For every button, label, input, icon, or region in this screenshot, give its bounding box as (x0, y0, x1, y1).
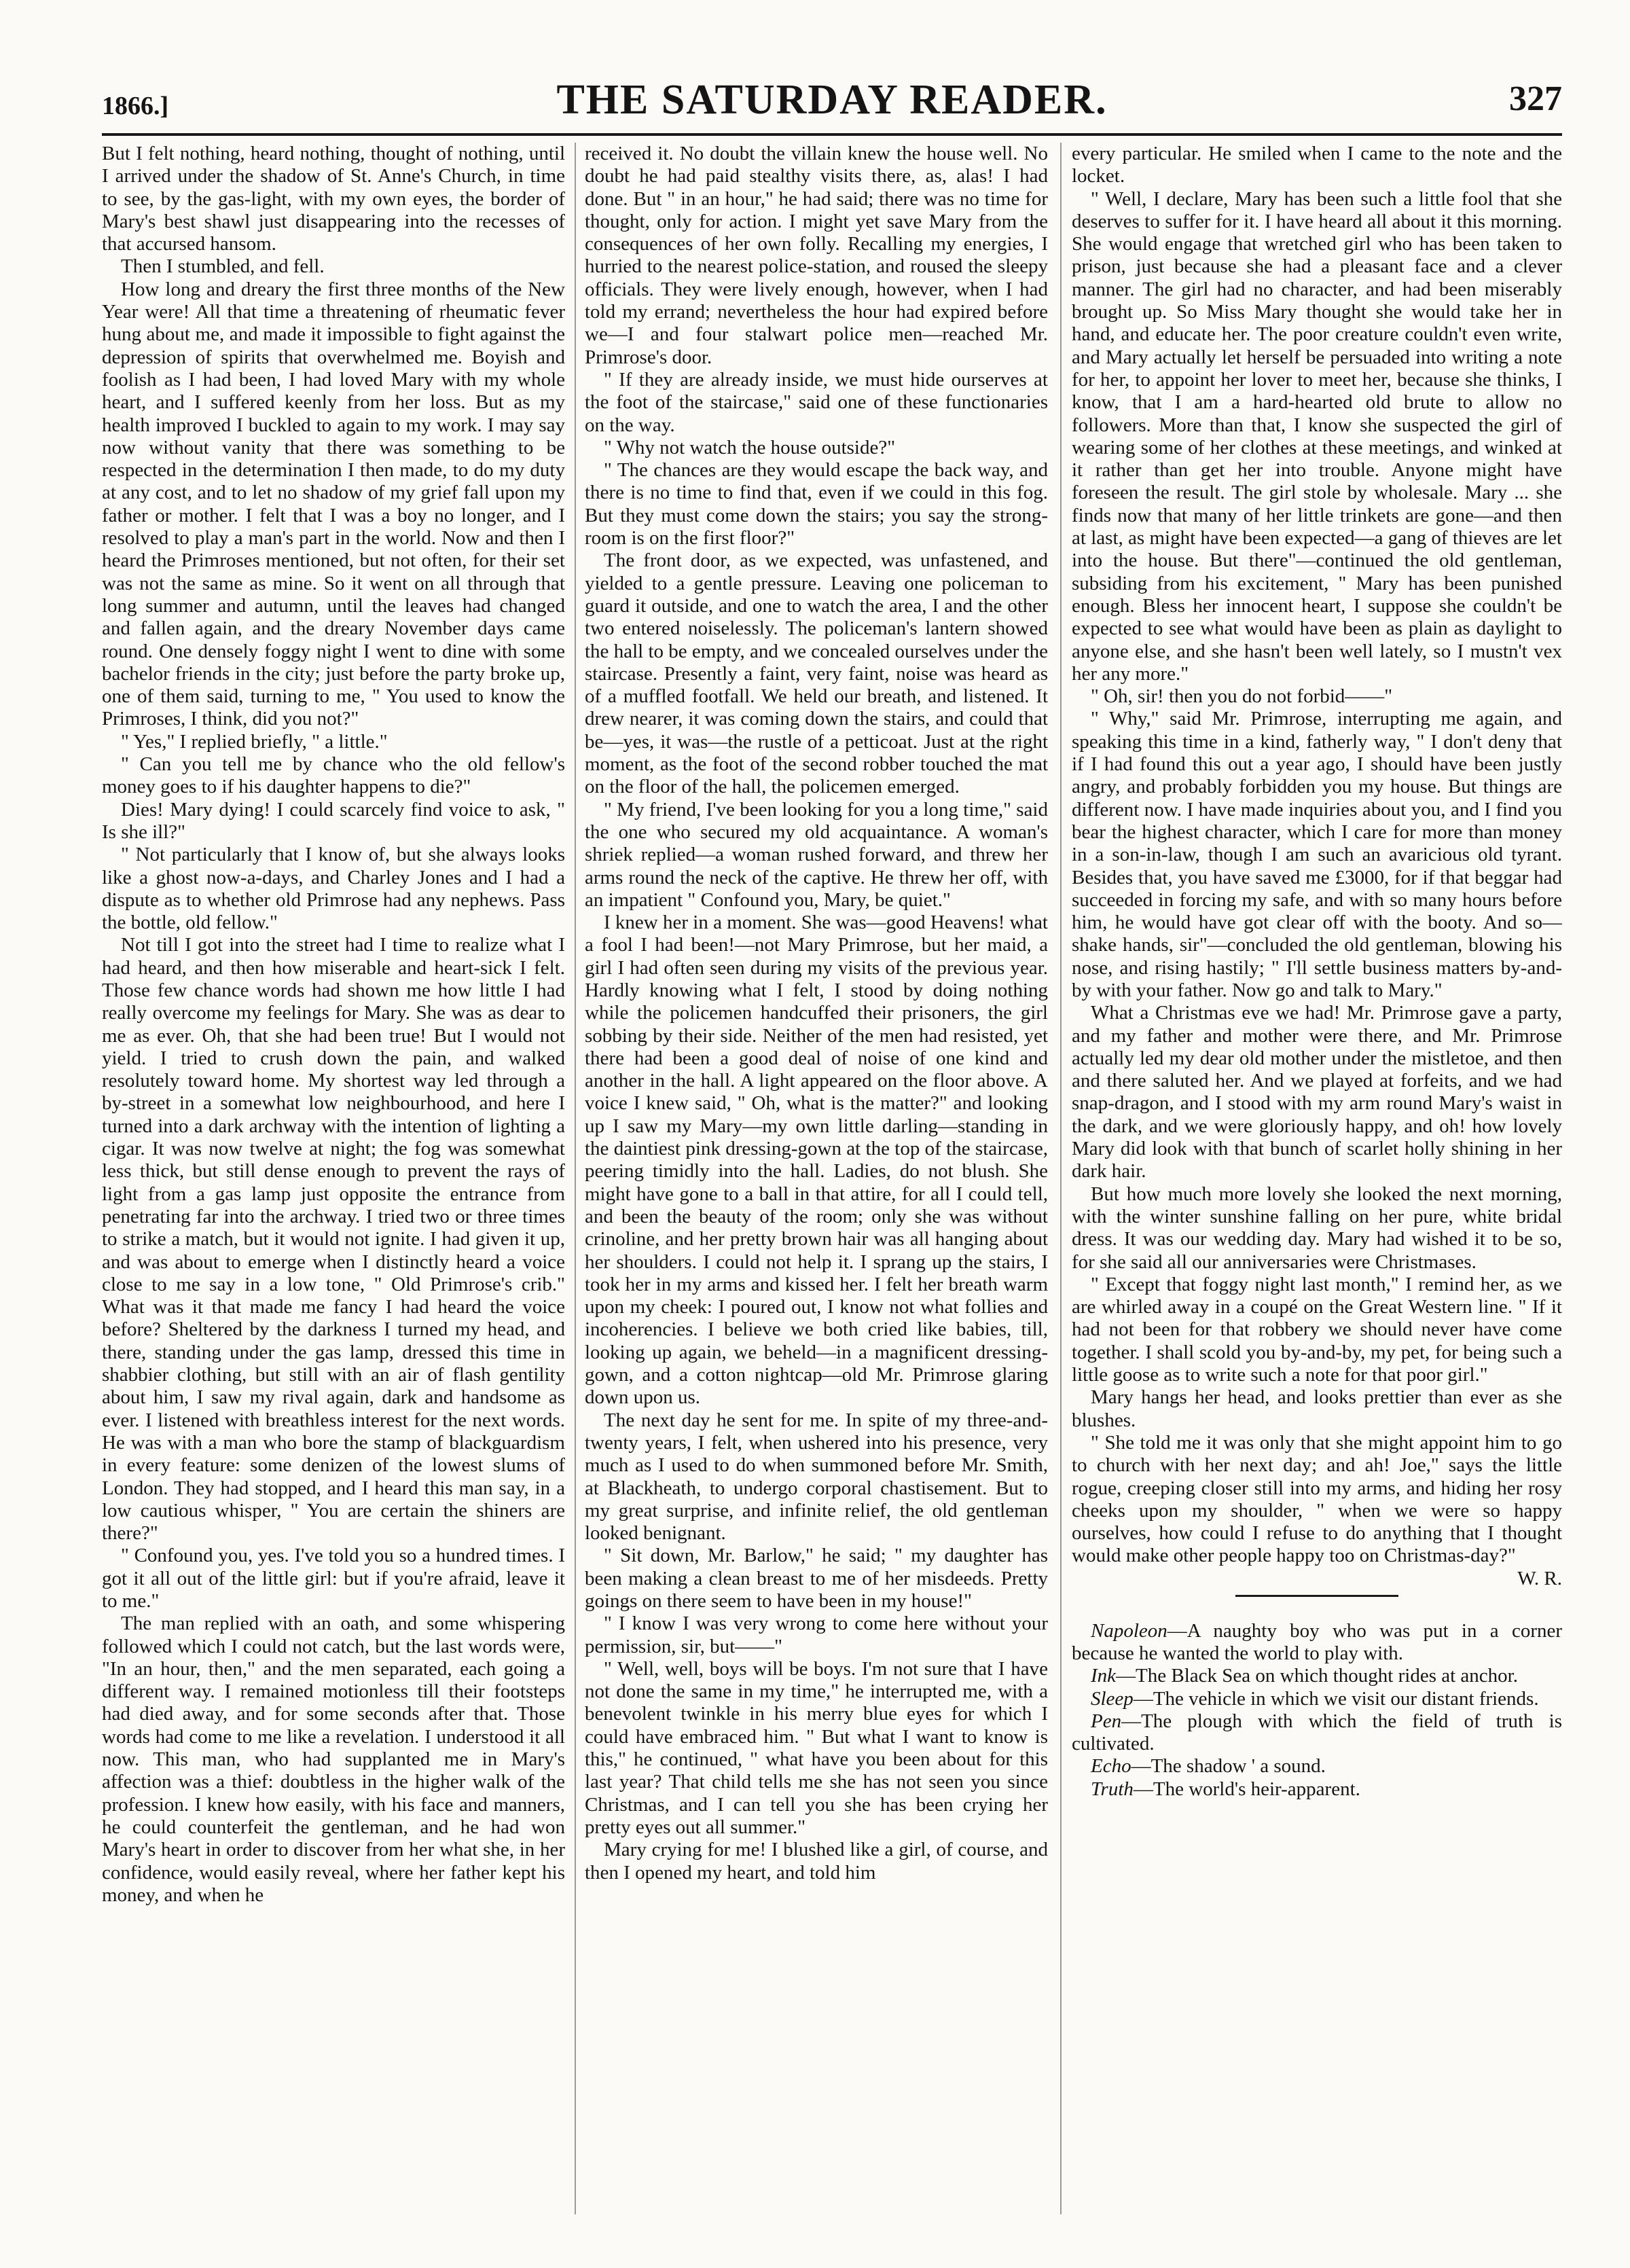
paragraph-text: " She told me it was only that she might appoint him to go to church with her next day; and ah! Joe," says the little rogue, creeping closer still into my arms, and hiding her rosy cheeks upon my shoulder, " when we were so happy ourselves, how could I refuse to do anything that I thought would make other people happy too on Christmas-day?" (1072, 1431, 1562, 1567)
final-paragraph (1072, 1431, 1562, 1589)
definition-text: —The world's heir-apparent. (1133, 1778, 1360, 1800)
definition-term: Sleep (1091, 1687, 1134, 1710)
paragraph: How long and dreary the first three months of the New Year were! All that time a threatening of rheumatic fever hung about me, and made it impossible to fight against the depression of spirits that overwhelmed me. Boyish and foolish as I had been, I had loved Mary with my whole heart, and I suffered keenly from her loss. But as my health improved I buckled to again to my work. I may say now without vanity that there was something to be respected in the determination I then made, to do my duty at any cost, and to let no shadow of my grief fall upon my father or mother. I felt that I was a boy no longer, and I resolved to play a man's part in the world. Now and then I heard the Primroses mentioned, but not often, for their set was not the same as mine. So it went on all through that long summer and autumn, until the leaves had changed and fallen again, and the dreary November days came round. One densely foggy night I went to dine with some bachelor friends in the city; just before the party broke up, one of them said, turning to me, " You used to know the Primroses, I think, did you not?" (102, 278, 565, 730)
column-2 (585, 143, 1048, 2221)
page-number: 327 (1509, 79, 1562, 118)
paragraph: The front door, as we expected, was unfastened, and yielded to a gentle pressure. Leaving one policeman to guard it outside, and one to watch the area, I and the other two entered noiselessly. The policeman's lantern showed the hall to be empty, and we concealed ourselves under the staircase. Presently a faint, very faint, noise was heard as of a muffled footfall. We held our breath, and listened. It drew nearer, it was coming down the stairs, and could that be—yes, it was—the rustle of a petticoat. Just at the right moment, as the foot of the second robber touched the mat on the floor of the hall, the policemen emerged. (585, 550, 1048, 798)
column-separator (575, 143, 576, 2214)
definition-text: —A naughty boy who was put in a corner because he wanted the world to play with. (1072, 1619, 1562, 1664)
paragraph: But how much more lovely she looked the next morning, with the winter sunshine falling on her pure, white bridal dress. It was our wedding day. Mary had wished it to be so, for she said all our anniversaries were Christmases. (1072, 1183, 1562, 1273)
publication-title: THE SATURDAY READER. (556, 77, 1108, 123)
author-signature: W. R. (1517, 1567, 1562, 1589)
definition-item (1072, 1755, 1562, 1778)
paragraph: " The chances are they would escape the back way, and there is no time to find that, even if we could in this fog. But they must come down the stairs; you say the strong-room is on the first floor?" (585, 459, 1048, 550)
definition-text: —The vehicle in which we visit our distant friends. (1133, 1687, 1539, 1710)
definition-item (1072, 1665, 1562, 1687)
paragraph: The man replied with an oath, and some whispering followed which I could not catch, but the last words were, "In an hour, then," and the men separated, each going a different way. I remained motionless till their footsteps had died away, and for some seconds after that. Those words had come to me like a revelation. I understood it all now. This man, who had supplanted me in Mary's affection was a thief: doubtless in the higher walk of the profession. I knew how easily, with his face and manners, he could counterfeit the gentleman, and he had won Mary's heart in order to discover from her what she, in her confidence, would easily reveal, where her father kept his money, and when he (102, 1613, 565, 1906)
paragraph: Mary crying for me! I blushed like a girl, of course, and then I opened my heart, and told him (585, 1839, 1048, 1884)
section-divider (1235, 1595, 1398, 1597)
definition-item (1072, 1710, 1562, 1756)
definition-text: —The Black Sea on which thought rides at anchor. (1116, 1665, 1518, 1687)
paragraph: every particular. He smiled when I came to the note and the locket. (1072, 143, 1562, 187)
paragraph: " If they are already inside, we must hide ourserves at the foot of the staircase," said one of these functionaries on the way. (585, 368, 1048, 436)
header-rule (102, 133, 1562, 136)
definition-item (1072, 1620, 1562, 1666)
page-header (102, 76, 1562, 124)
paragraph: But I felt nothing, heard nothing, thought of nothing, until I arrived under the shadow of St. Anne's Church, in time to see, by the gas-light, with my own eyes, the border of Mary's best shawl just disappearing into the recesses of that accursed hansom. (102, 143, 565, 255)
definition-item (1072, 1688, 1562, 1710)
paragraph: " Yes," I replied briefly, " a little." (121, 730, 388, 753)
definition-item (1072, 1778, 1562, 1801)
definition-text: —The shadow ' a sound. (1131, 1755, 1326, 1778)
paragraph: " Why," said Mr. Primrose, interrupting me again, and speaking this time in a kind, fatherly way, " I don't deny that if I had found this out a year ago, I should have been justly angry, and probably forbidden you my house. But things are different now. I have made inquiries about you, and I find you bear the highest character, which I care for more than money in a son-in-law, though I am such an avaricious old tyrant. Besides that, you have saved me £3000, for if that beggar had succeeded in forcing my safe, and with so many hours before him, he would have got clear off with the booty. And so—shake hands, sir"—concluded the old gentleman, blowing his nose, and rising hastily; " I'll settle business matters by-and-by with your father. Now go and talk to Mary." (1072, 708, 1562, 1001)
definition-term: Ink (1091, 1665, 1117, 1687)
paragraph: " Sit down, Mr. Barlow," he said; " my daughter has been making a clean breast to me of her misdeeds. Pretty goings on there seem to have been in my house!" (585, 1545, 1048, 1612)
paragraph: Dies! Mary dying! I could scarcely find voice to ask, " Is she ill?" (102, 798, 565, 843)
issue-year: 1866.] (102, 92, 169, 120)
paragraph: " Except that foggy night last month," I remind her, as we are whirled away in a coupé on the Great Western line. " If it had not been for that robbery we should never have come together. I shall scold you by-and-by, my pet, for being such a little goose as to write such a note for that poor girl." (1072, 1273, 1562, 1386)
paragraph: Not till I got into the street had I time to realize what I had heard, and then how miserable and heart-sick I felt. Those few chance words had shown me how little I had really overcome my feelings for Mary. She was as dear to me as ever. Oh, that she had been true! But I would not yield. I tried to crush down the pain, and walked resolutely toward home. My shortest way led through a by-street in a somewhat low neighbourhood, and here I turned into a dark archway with the intention of lighting a cigar. It was now twelve at night; the fog was somewhat less thick, but still dense enough to prevent the rays of light from a gas lamp just opposite the entrance from penetrating far into the archway. I tried two or three times to strike a match, but it would not ignite. I had given it up, and was about to emerge when I distinctly heard a voice close to me say in a low tone, " Old Primrose's crib." What was it that made me fancy I had heard the voice before? Sheltered by the darkness I turned my head, and there, standing under the gas lamp, dressed this time in shabbier clothing, but still with an air of flash gentility about him, I saw my rival again, dark and handsome as ever. I listened with breathless interest for the next words. He was with a man who bore the stamp of blackguardism in every feature: some denizen of the lowest slums of London. They had stopped, and I heard this man say, in a low cautious whisper, " You are certain the shiners are there?" (102, 934, 565, 1545)
paragraph: I knew her in a moment. She was—good Heavens! what a fool I had been!—not Mary Primrose, but her maid, a girl I had often seen during my visits of the previous year. Hardly knowing what I felt, I stood by doing nothing while the policemen handcuffed their prisoners, the girl sobbing by their side. Neither of the men had resisted, yet there had been a good deal of noise of one kind and another in the hall. A light appeared on the floor above. A voice I knew said, " Oh, what is the matter?" and looking up I saw my Mary—my own little darling—standing in the daintiest pink dressing-gown at the top of the staircase, peering timidly into the hall. Ladies, do not blush. She might have gone to a ball in that attire, for all I could tell, and been the beauty of the room; only she was without crinoline, and her pretty brown hair was all hanging about her shoulders. I could not help it. I sprang up the stairs, I took her in my arms and kissed her. I felt her breath warm upon my cheek: I poured out, I know not what follies and incoherencies. I believe we both cried like babies, till, looking up again, we beheld—in a magnificent dressing-gown, and a cotton nightcap—old Mr. Primrose glaring down upon us. (585, 912, 1048, 1409)
definition-term: Napoleon (1091, 1619, 1167, 1642)
definition-term: Truth (1091, 1778, 1134, 1800)
definition-term: Pen (1091, 1710, 1122, 1732)
paragraph: " Well, well, boys will be boys. I'm not sure that I have not done the same in my time," he interrupted me, with a benevolent twinkle in his merry blue eyes for which I could have embraced him. " But what I want to know is this," he continued, " what have you been about for this last year? That child tells me she has not seen you since Christmas, and I can tell you she has been crying her pretty eyes out all summer." (585, 1657, 1048, 1838)
paragraph: " Why not watch the house outside?" (604, 436, 896, 458)
paragraph: " Oh, sir! then you do not forbid——" (1091, 685, 1393, 708)
paragraph: received it. No doubt the villain knew the house well. No doubt he had paid stealthy visits there, as, alas! I had done. But " in an hour," he had said; there was no time for thought, only for action. I might yet save Mary from the consequences of her own folly. Recalling my energies, I hurried to the nearest police-station, and roused the sleepy officials. They were lively enough, however, when I had told my errand; nevertheless the hour had expired before we—I and four stalwart police men—reached Mr. Primrose's door. (585, 143, 1048, 368)
paragraph: " Well, I declare, Mary has been such a little fool that she deserves to suffer for it. I have heard all about it this morning. She would engage that wretched girl who has been taken to prison, just because she had a pleasant face and a clever manner. The girl had no character, and had been miserably brought up. So Miss Mary thought she would take her in hand, and educate her. The poor creature couldn't even write, and Mary actually let herself be persuaded into writing a note for her, to appoint her lover to meet her, because she thinks, I know, that I am a hard-hearted old brute to allow no followers. More than that, I know she suspected the girl of wearing some of her clothes at these meetings, and winked at it rather than get her into trouble. Anyone might have foreseen the result. The girl stole by wholesale. Mary ... she finds now that many of her little trinkets are gone—and then at last, as might have been expected—a gang of thieves are let into the house. But there"—continued the old gentleman, subsiding from his excitement, " Mary has been punished enough. Bless her innocent heart, I suppose she couldn't be expected to see what would have been as plain as daylight to anyone else, and she hasn't been well lately, so I mustn't vex her any more." (1072, 187, 1562, 685)
paragraph: " My friend, I've been looking for you a long time," said the one who secured my old acquaintance. A woman's shriek replied—a woman rushed forward, and threw her arms round the neck of the captive. He threw her off, with an impatient " Confound you, Mary, be quiet." (585, 798, 1048, 911)
paragraph: " Can you tell me by chance who the old fellow's money goes to if his daughter happens to die?" (102, 753, 565, 798)
paragraph: Then I stumbled, and fell. (121, 255, 325, 278)
paragraph: " Not particularly that I know of, but she always looks like a ghost now-a-days, and Charley Jones and I had a dispute as to whether old Primrose had any nephews. Pass the bottle, old fellow." (102, 844, 565, 934)
column-1 (102, 143, 565, 2221)
definition-text: —The plough with which the field of truth is cultivated. (1072, 1710, 1562, 1755)
paragraph: " Confound you, yes. I've told you so a hundred times. I got it all out of the little girl: but if you're afraid, leave it to me." (102, 1545, 565, 1612)
definition-term: Echo (1091, 1755, 1131, 1778)
paragraph: " I know I was very wrong to come here without your permission, sir, but——" (585, 1613, 1048, 1657)
column-3 (1072, 143, 1562, 2221)
paragraph: Mary hangs her head, and looks prettier than ever as she blushes. (1072, 1386, 1562, 1431)
paragraph: The next day he sent for me. In spite of my three-and-twenty years, I felt, when ushered into his presence, very much as I used to do when summoned before Mr. Smith, at Blackheath, to undergo corporal chastisement. But to my great surprise, and infinite relief, the old gentleman looked benignant. (585, 1409, 1048, 1545)
paragraph: What a Christmas eve we had! Mr. Primrose gave a party, and my father and mother were there, and Mr. Primrose actually led my dear old mother under the mistletoe, and then and there saluted her. And we played at forfeits, and we had snap-dragon, and I stood with my arm round Mary's waist in the dark, and we were gloriously happy, and oh! how lovely Mary did look with that bunch of scarlet holly shining in her dark hair. (1072, 1002, 1562, 1183)
column-separator (1060, 143, 1062, 2214)
